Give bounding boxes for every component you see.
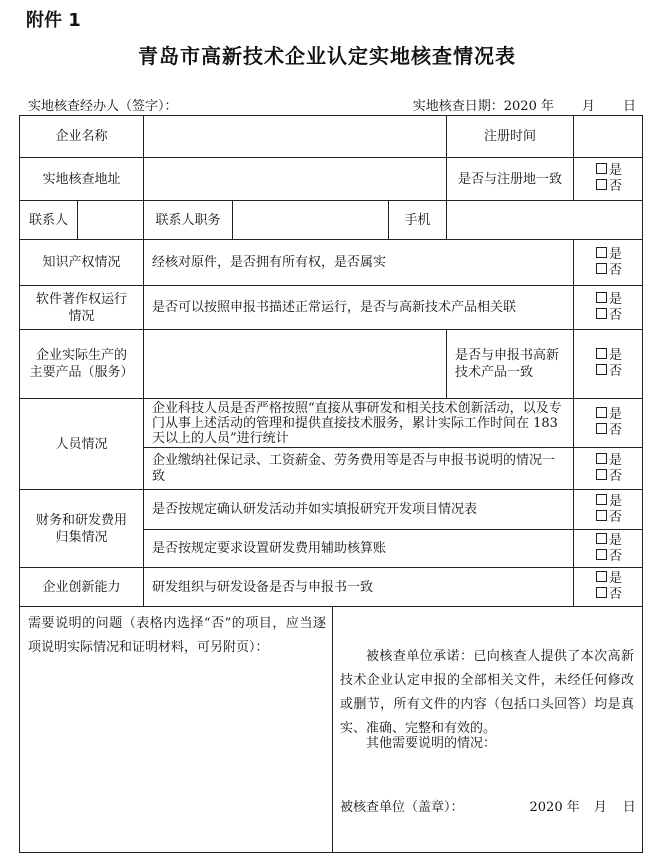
address-match-label: 是否与注册地一致: [457, 171, 562, 187]
staff-check-1: 企业科技人员是否严格按照“直接从事研发和相关技术创新活动，以及专门从事上述活动的管理和提供直接技术服务，累计实际工作时间在 183 天以上的人员”进行统计: [152, 400, 562, 446]
products-match-label: [447, 330, 573, 398]
seal-month: 月: [593, 800, 607, 815]
no-option[interactable]: 否: [596, 549, 622, 565]
finance-options-2: [574, 530, 642, 567]
software-label-line1: 软件著作权运行: [35, 291, 127, 307]
no-option[interactable]: 否: [596, 308, 622, 324]
no-option[interactable]: 否: [596, 587, 622, 603]
date-label: 实地核查日期：: [412, 99, 504, 114]
other-notes-label: 其他需要说明的情况：: [366, 736, 497, 751]
yes-option[interactable]: 是: [596, 407, 622, 423]
products-match-line1: 是否与申报书高新: [455, 348, 560, 363]
no-option[interactable]: 否: [596, 364, 622, 380]
ip-options: [574, 240, 642, 285]
site-address-label: 实地核查地址: [42, 171, 121, 187]
ip-check: 经核对原件，是否拥有所有权，是否属实: [152, 255, 387, 270]
innovation-check: 研发组织与研发设备是否与申报书一致: [152, 579, 374, 595]
checkbox-icon: [596, 510, 607, 521]
phone-field[interactable]: [447, 201, 642, 239]
innovation-label: 企业创新能力: [42, 579, 121, 595]
checkbox-icon: [596, 364, 607, 375]
attachment-label: 附件 1: [26, 10, 81, 31]
checkbox-icon: [596, 308, 607, 319]
checkbox-icon: [596, 533, 607, 544]
yes-option[interactable]: 是: [596, 494, 622, 510]
finance-label: [20, 490, 143, 567]
staff-check-2: 企业缴纳社保记录、工资薪金、劳务费用等是否与申报书说明的情况一致: [152, 452, 556, 484]
company-name-field[interactable]: [144, 116, 446, 157]
innovation-options: [574, 568, 642, 606]
registration-time-label: 注册时间: [483, 129, 536, 144]
products-label-line2: 主要产品（服务）: [29, 365, 134, 380]
products-options: [574, 330, 642, 398]
no-option[interactable]: 否: [596, 423, 622, 439]
no-option[interactable]: 否: [596, 263, 622, 279]
checkbox-icon: [596, 292, 607, 303]
checkbox-icon: [596, 263, 607, 274]
software-label-line2: 情况: [68, 308, 95, 324]
no-option[interactable]: 否: [596, 469, 622, 485]
yes-option[interactable]: 是: [596, 163, 622, 179]
yes-option[interactable]: 是: [596, 571, 622, 587]
checkbox-icon: [596, 247, 607, 258]
commitment-text: 被核查单位承诺：已向核查人提供了本次高新技术企业认定申报的全部相关文件，未经任何修改或删节，所有文件的内容（包括口头回答）均是真实、准确、完整和有效的。: [340, 649, 634, 736]
checkbox-icon: [596, 163, 607, 174]
handler-signature-label: 实地核查经办人（签字）：: [28, 99, 178, 114]
staff-label: 人员情况: [55, 436, 108, 452]
checkbox-icon: [596, 179, 607, 190]
software-check: 是否可以按照申报书描述正常运行，是否与高新技术产品相关联: [152, 300, 517, 315]
seal-day: 日: [622, 800, 636, 815]
date-month: 月: [581, 99, 595, 114]
software-label: [20, 286, 143, 329]
yes-option[interactable]: 是: [596, 453, 622, 469]
contact-label: 联系人: [28, 212, 68, 228]
finance-check-1: 是否按规定确认研发活动并如实填报研究开发项目情况表: [152, 502, 478, 517]
date-day: 日: [622, 99, 636, 114]
products-match-line2: 技术产品一致: [455, 365, 534, 380]
products-label: [20, 330, 143, 398]
yes-option[interactable]: 是: [596, 247, 622, 263]
checkbox-icon: [596, 549, 607, 560]
staff-options-1: [574, 399, 642, 447]
yes-option[interactable]: 是: [596, 348, 622, 364]
software-options: [574, 286, 642, 329]
checkbox-icon: [596, 587, 607, 598]
ip-label: 知识产权情况: [42, 255, 121, 270]
checkbox-icon: [596, 571, 607, 582]
staff-options-2: [574, 448, 642, 489]
no-option[interactable]: 否: [596, 179, 622, 195]
checkbox-icon: [596, 423, 607, 434]
seal-year: 2020 年: [529, 800, 580, 815]
no-option[interactable]: 否: [596, 510, 622, 526]
finance-check-2: 是否按规定要求设置研发费用辅助核算账: [152, 541, 387, 556]
checkbox-icon: [596, 494, 607, 505]
finance-label-line2: 归集情况: [55, 529, 108, 545]
registration-time-field[interactable]: [574, 116, 642, 157]
checkbox-icon: [596, 348, 607, 359]
yes-option[interactable]: 是: [596, 292, 622, 308]
site-address-field[interactable]: [144, 158, 446, 200]
explain-note: 需要说明的问题（表格内选择“否”的项目，应当逐项说明实际情况和证明材料，可另附页）：: [28, 616, 326, 655]
yes-option[interactable]: 是: [596, 533, 622, 549]
contact-position-label: 联系人职务: [155, 212, 221, 228]
checkbox-icon: [596, 407, 607, 418]
address-match-options: [574, 158, 642, 200]
checkbox-icon: [596, 469, 607, 480]
checkbox-icon: [596, 453, 607, 464]
phone-label: 手机: [404, 212, 431, 228]
contact-field[interactable]: [78, 201, 143, 239]
page-title: 青岛市高新技术企业认定实地核查情况表: [138, 44, 516, 68]
finance-options-1: [574, 490, 642, 529]
date-year: 2020 年: [503, 99, 554, 114]
company-name-label: 企业名称: [55, 129, 108, 144]
contact-position-field[interactable]: [233, 201, 388, 239]
finance-label-line1: 财务和研发费用: [35, 512, 127, 528]
products-label-line1: 企业实际生产的: [35, 348, 127, 363]
products-field[interactable]: [144, 330, 446, 398]
seal-line: [340, 796, 640, 820]
seal-label: 被核查单位（盖章）：: [340, 800, 464, 815]
